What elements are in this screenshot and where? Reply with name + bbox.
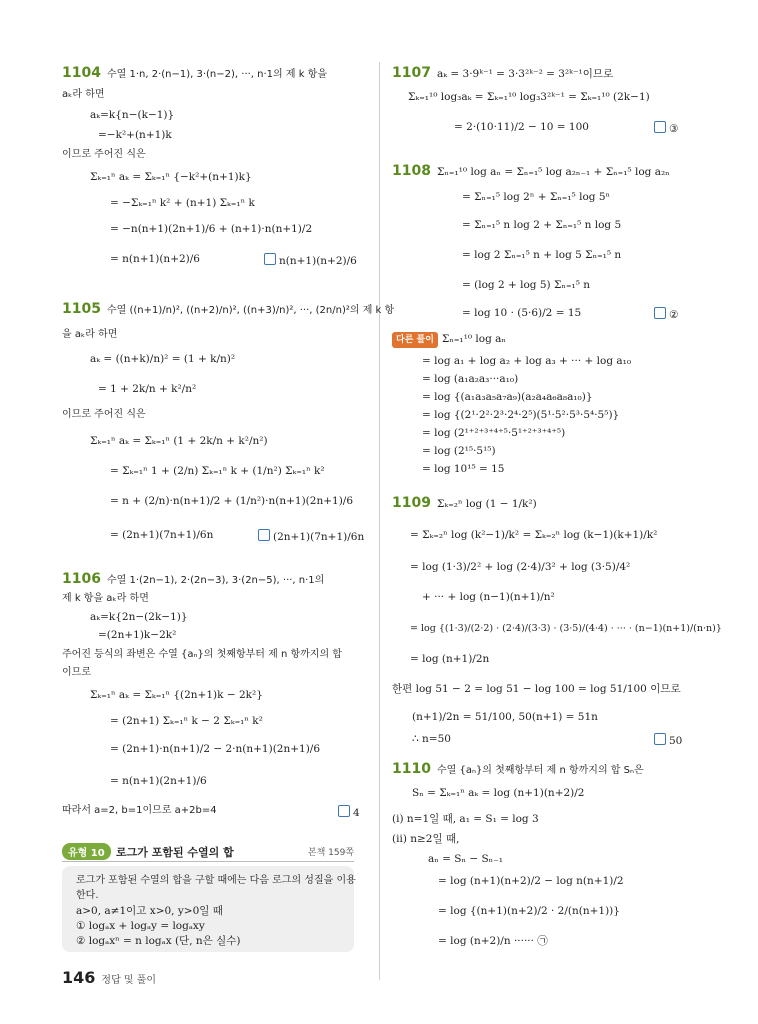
equation: = n(n+1)(2n+1)/6 bbox=[110, 775, 207, 787]
tip-line: ② logₐxⁿ = n logₐx (단, n은 실수) bbox=[76, 935, 241, 947]
equation: = n + (2/n)·n(n+1)/2 + (1/n²)·n(n+1)(2n+1)/6 bbox=[110, 495, 354, 507]
answer-icon bbox=[264, 253, 276, 265]
equation: =−k²+(n+1)k bbox=[98, 129, 172, 141]
equation: Σₙ₌₁¹⁰ log aₙ bbox=[441, 333, 506, 345]
equation: = n(n+1)(n+2)/6 bbox=[110, 253, 200, 265]
equation: Σₖ₌₁¹⁰ log₃aₖ = Σₖ₌₁¹⁰ log₃3²ᵏ⁻¹ = Σₖ₌₁¹⁰ (2k−1) bbox=[408, 91, 650, 103]
page-number: 146 bbox=[62, 968, 96, 987]
equation: = (log 2 + log 5) Σₙ₌₁⁵ n bbox=[462, 279, 591, 291]
equation: + ··· + log (n−1)(n+1)/n² bbox=[422, 591, 555, 603]
equation: (ⅰ) n=1일 때, a₁ = S₁ = log 3 bbox=[392, 813, 539, 825]
answer-icon bbox=[654, 733, 666, 745]
problem-text: 수열 ((n+1)/n)², ((n+2)/n)², ((n+3)/n)², ···, (2n/n)²의 제 k 항 bbox=[106, 305, 395, 316]
equation: Σₖ₌₂ⁿ log (1 − 1/k²) bbox=[436, 498, 537, 510]
equation: aₖ = 3·9ᵏ⁻¹ = 3·3²ᵏ⁻² = 3²ᵏ⁻¹이므로 bbox=[436, 68, 614, 80]
answer-icon bbox=[258, 529, 270, 541]
problem-text: 따라서 a=2, b=1이므로 a+2b=4 bbox=[62, 805, 217, 816]
tip-line: 로그가 포함된 수열의 합을 구할 때에는 다음 로그의 성질을 이용 bbox=[76, 875, 356, 886]
equation: = (2n+1)(7n+1)/6n bbox=[110, 529, 214, 541]
tip-line: a>0, a≠1이고 x>0, y>0일 때 bbox=[76, 905, 223, 917]
answer-1105: (2n+1)(7n+1)/6n bbox=[258, 528, 364, 544]
problem-text: 이므로 bbox=[62, 667, 91, 678]
equation: aₖ = ((n+k)/n)² = (1 + k/n)² bbox=[90, 353, 236, 365]
equation: Σₖ₌₁ⁿ aₖ = Σₖ₌₁ⁿ (1 + 2k/n + k²/n²) bbox=[90, 435, 268, 447]
topic-reference: 본책 159쪽 bbox=[307, 848, 354, 858]
answer-1104: n(n+1)(n+2)/6 bbox=[264, 252, 357, 268]
answer-1108: ② bbox=[654, 306, 678, 322]
problem-1104-header bbox=[62, 66, 327, 82]
problem-1107-header bbox=[392, 66, 613, 81]
problem-text: 이므로 주어진 식은 bbox=[62, 409, 146, 420]
column-divider bbox=[379, 62, 380, 980]
problem-text: 수열 1·n, 2·(n−1), 3·(n−2), ···, n·1의 제 k 항을 bbox=[106, 69, 328, 80]
equation: = Σₙ₌₁⁵ n log 2 + Σₙ₌₁⁵ n log 5 bbox=[462, 219, 622, 231]
problem-text: 이므로 주어진 식은 bbox=[62, 149, 146, 160]
equation: (ⅱ) n≥2일 때, bbox=[392, 833, 460, 845]
answer-1107: ③ bbox=[654, 120, 678, 136]
alt-solution-header bbox=[392, 332, 506, 348]
equation: =(2n+1)k−2k² bbox=[98, 629, 177, 641]
answer-icon bbox=[654, 121, 666, 133]
equation: = (2n+1)·n(n+1)/2 − 2·n(n+1)(2n+1)/6 bbox=[110, 743, 321, 755]
equation: Σₖ₌₁ⁿ aₖ = Σₖ₌₁ⁿ {−k²+(n+1)k} bbox=[90, 171, 252, 183]
equation: = log 10¹⁵ = 15 bbox=[422, 463, 505, 475]
equation: = log a₁ + log a₂ + log a₃ + ··· + log a₁₀ bbox=[422, 355, 632, 367]
equation: = log {(1·3)/(2·2) · (2·4)/(3·3) · (3·5)/(4·4) · ··· · (n−1)(n+1)/(n·n)} bbox=[410, 623, 722, 634]
equation: Σₖ₌₁ⁿ aₖ = Σₖ₌₁ⁿ {(2n+1)k − 2k²} bbox=[90, 689, 263, 701]
equation: 한편 log 51 − 2 = log 51 − log 100 = log 51/100 이므로 bbox=[392, 683, 681, 695]
equation: = −n(n+1)(2n+1)/6 + (n+1)·n(n+1)/2 bbox=[110, 223, 313, 235]
problem-1109-header bbox=[392, 496, 537, 511]
answer-1106: 4 bbox=[338, 804, 360, 820]
answer-icon bbox=[654, 307, 666, 319]
problem-text: 주어진 등식의 좌변은 수열 {aₙ}의 첫째항부터 제 n 항까지의 합 bbox=[62, 649, 342, 660]
topic-header bbox=[62, 841, 354, 862]
equation: = log (n+1)(n+2)/2 − log n(n+1)/2 bbox=[438, 875, 624, 887]
equation: (n+1)/2n = 51/100, 50(n+1) = 51n bbox=[412, 711, 598, 723]
problem-number: 1109 bbox=[392, 495, 431, 511]
problem-number: 1104 bbox=[62, 65, 101, 81]
answer-icon bbox=[338, 805, 350, 817]
problem-number: 1105 bbox=[62, 301, 101, 317]
equation: aₖ=k{2n−(2k−1)} bbox=[90, 611, 188, 623]
equation: = log (n+1)/2n bbox=[410, 653, 490, 665]
topic-badge: 유형 10 bbox=[62, 843, 111, 860]
equation: ∴ n=50 bbox=[412, 733, 451, 745]
problem-text: 수열 {aₙ}의 첫째항부터 제 n 항까지의 합 Sₙ은 bbox=[436, 765, 644, 776]
tip-line: 한다. bbox=[76, 890, 99, 901]
equation: = 2·(10·11)/2 − 10 = 100 bbox=[454, 121, 589, 133]
problem-number: 1110 bbox=[392, 761, 431, 777]
equation: = log {(a₁a₃a₅a₇a₉)(a₂a₄a₆a₈a₁₀)} bbox=[422, 391, 593, 403]
topic-title: 로그가 포함된 수열의 합 bbox=[116, 846, 234, 859]
problem-number: 1107 bbox=[392, 65, 431, 81]
page-footer bbox=[62, 968, 156, 987]
equation: Sₙ = Σₖ₌₁ⁿ aₖ = log (n+1)(n+2)/2 bbox=[412, 787, 585, 799]
equation: = log (a₁a₂a₃···a₁₀) bbox=[422, 373, 519, 385]
equation: = log (2¹⁵·5¹⁵) bbox=[422, 445, 496, 457]
alt-solution-badge: 다른 풀이 bbox=[392, 332, 438, 348]
problem-text: 을 aₖ라 하면 bbox=[62, 329, 118, 340]
equation: Σₙ₌₁¹⁰ log aₙ = Σₙ₌₁⁵ log a₂ₙ₋₁ + Σₙ₌₁⁵ log a₂ₙ bbox=[436, 166, 670, 178]
equation: = log (2¹⁺²⁺³⁺⁴⁺⁵·5¹⁺²⁺³⁺⁴⁺⁵) bbox=[422, 427, 566, 439]
problem-1108-header bbox=[392, 164, 670, 179]
problem-1110-header bbox=[392, 762, 644, 778]
equation: = log 2 Σₙ₌₁⁵ n + log 5 Σₙ₌₁⁵ n bbox=[462, 249, 622, 261]
equation: = log 10 · (5·6)/2 = 15 bbox=[462, 307, 582, 319]
tip-line: ① logₐx + logₐy = logₐxy bbox=[76, 920, 205, 932]
equation: aₙ = Sₙ − Sₙ₋₁ bbox=[428, 853, 503, 865]
equation: = −Σₖ₌₁ⁿ k² + (n+1) Σₖ₌₁ⁿ k bbox=[110, 197, 255, 209]
equation: = log {(2¹·2²·2³·2⁴·2⁵)(5¹·5²·5³·5⁴·5⁵)} bbox=[422, 409, 620, 421]
equation: aₖ=k{n−(k−1)} bbox=[90, 109, 175, 121]
equation: = Σₖ₌₁ⁿ 1 + (2/n) Σₖ₌₁ⁿ k + (1/n²) Σₖ₌₁ⁿ k² bbox=[110, 465, 325, 477]
equation: = Σₙ₌₁⁵ log 2ⁿ + Σₙ₌₁⁵ log 5ⁿ bbox=[462, 191, 611, 203]
page-label: 정답 및 풀이 bbox=[101, 975, 157, 986]
tip-box bbox=[62, 866, 354, 952]
equation: = log (1·3)/2² + log (2·4)/3² + log (3·5)/4² bbox=[410, 561, 631, 573]
equation: = Σₖ₌₂ⁿ log (k²−1)/k² = Σₖ₌₂ⁿ log (k−1)(k+1)/k² bbox=[410, 529, 658, 541]
problem-1106-header bbox=[62, 572, 324, 588]
answer-1109: 50 bbox=[654, 732, 682, 748]
problem-text: 수열 1·(2n−1), 2·(2n−3), 3·(2n−5), ···, n·1의 bbox=[106, 575, 325, 586]
problem-number: 1106 bbox=[62, 571, 101, 587]
problem-text: aₖ라 하면 bbox=[62, 89, 105, 100]
equation: = (2n+1) Σₖ₌₁ⁿ k − 2 Σₖ₌₁ⁿ k² bbox=[110, 715, 263, 727]
problem-text: 제 k 항을 aₖ라 하면 bbox=[62, 593, 149, 604]
equation: = log (n+2)/n ······ ㉠ bbox=[438, 935, 548, 947]
equation: = 1 + 2k/n + k²/n² bbox=[98, 383, 197, 395]
problem-number: 1108 bbox=[392, 163, 431, 179]
problem-1105-header bbox=[62, 302, 394, 318]
equation: = log {(n+1)(n+2)/2 · 2/(n(n+1))} bbox=[438, 905, 620, 917]
